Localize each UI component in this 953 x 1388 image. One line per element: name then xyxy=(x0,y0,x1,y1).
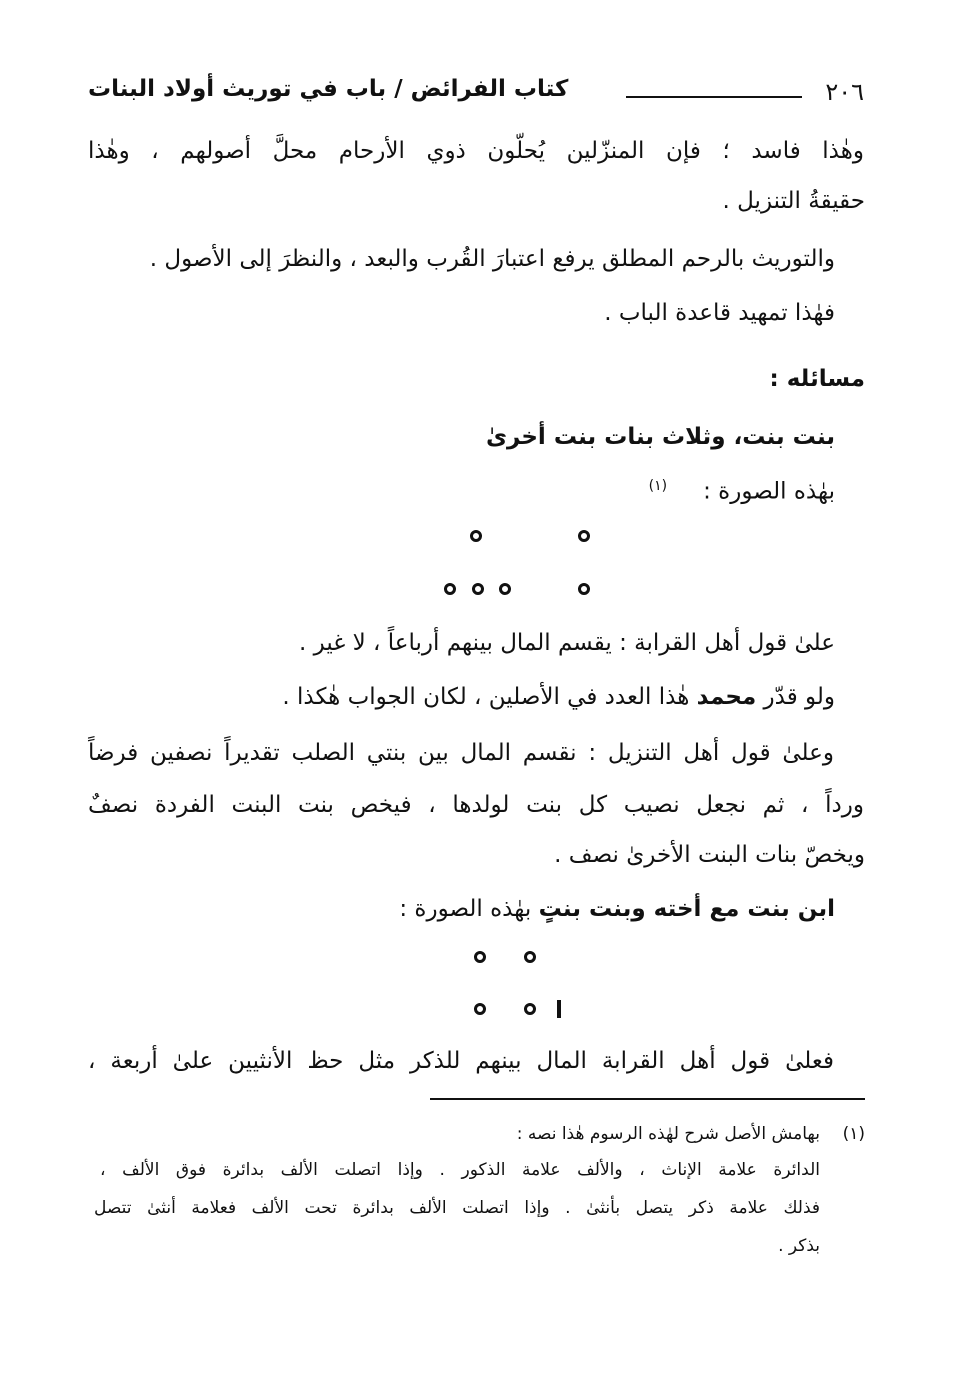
paragraph-6-line-3: ويخصّ بنات البنت الأخرىٰ نصف . xyxy=(554,842,865,868)
footnote-line-1: بهامش الأصل شرح لهٰذه الرسوم هٰذا نصه : xyxy=(516,1124,820,1144)
case-2-caption: بهٰذه الصورة : xyxy=(399,896,532,922)
paragraph-4: علىٰ قول أهل القرابة : يقسم المال بينهم أرباعاً ، لا غير . xyxy=(299,630,835,656)
footnote-separator xyxy=(430,1098,865,1100)
female-circle-icon xyxy=(524,951,536,963)
female-circle-icon xyxy=(474,1003,486,1015)
paragraph-1-line-2: حقيقةُ التنزيل . xyxy=(722,188,865,214)
paragraph-6-line-1: وعلىٰ قول أهل التنزيل : نقسم المال بين بنتي الصلب تقديراً نصفين فرضاً xyxy=(88,740,834,766)
female-circle-icon xyxy=(474,951,486,963)
running-title: كتاب الفرائض / باب في توريث أولاد البنات xyxy=(88,76,569,102)
footnote-marker: (١) xyxy=(842,1124,865,1144)
case-2-heading xyxy=(399,896,835,924)
paragraph-7: فعلىٰ قول أهل القرابة المال بينهم للذكر مثل حظ الأنثيين علىٰ أربعة ، xyxy=(88,1048,834,1074)
case-2-title: ابن بنت مع أخته وبنت بنتٍ xyxy=(538,896,835,922)
female-circle-icon xyxy=(472,583,484,595)
female-circle-icon xyxy=(444,583,456,595)
header-rule xyxy=(626,96,802,98)
paragraph-5-end: هٰذا العدد في الأصلين ، لكان الجواب هٰكذا . xyxy=(282,684,690,710)
female-circle-icon xyxy=(578,583,590,595)
page-number: ٢٠٦ xyxy=(825,78,864,106)
footnote-reference: (١) xyxy=(648,478,668,494)
paragraph-3: فهٰذا تمهيد قاعدة الباب . xyxy=(604,300,835,326)
paragraph-2: والتوريث بالرحم المطلق يرفع اعتبارَ القُرب والبعد ، والنظرَ إلى الأصول . xyxy=(149,246,835,272)
female-circle-icon xyxy=(578,530,590,542)
case-1-title: بنت بنت، وثلاث بنات بنت أخرىٰ xyxy=(485,424,835,450)
person-name: محمد xyxy=(696,684,757,710)
female-circle-icon xyxy=(499,583,511,595)
case-1-caption-line xyxy=(649,478,835,506)
page-header xyxy=(88,74,864,118)
footnote-line-2: الدائرة علامة الإناث ، والألف علامة الذكور . وإذا اتصلت الألف بدائرة فوق الألف ، xyxy=(100,1160,820,1180)
paragraph-5 xyxy=(282,684,835,712)
female-circle-icon xyxy=(470,530,482,542)
footnote-line-3: فذلك علامة ذكر يتصل بأنثىٰ . وإذا اتصلت الألف بدائرة تحت الألف فعلامة أنثىٰ تتصل xyxy=(94,1198,820,1218)
paragraph-6-line-2: ورداً ، ثم نجعل نصيب كل بنت لولدها ، فيخص بنت البنت الفردة نصفٌ xyxy=(88,792,864,818)
case-1-caption: بهٰذه الصورة : xyxy=(703,478,835,505)
male-alif-icon xyxy=(557,1000,561,1018)
footnote-line-4: بذكر . xyxy=(778,1236,820,1256)
female-circle-icon xyxy=(524,1003,536,1015)
paragraph-1-line-1: وهٰذا فاسد ؛ فإن المنزّلين يُحلّون ذوي الأرحام محلَّ أصولهم ، وهٰذا xyxy=(88,138,864,164)
section-heading: مسائله : xyxy=(769,366,865,392)
paragraph-5-start: ولو قدّر xyxy=(763,684,835,710)
